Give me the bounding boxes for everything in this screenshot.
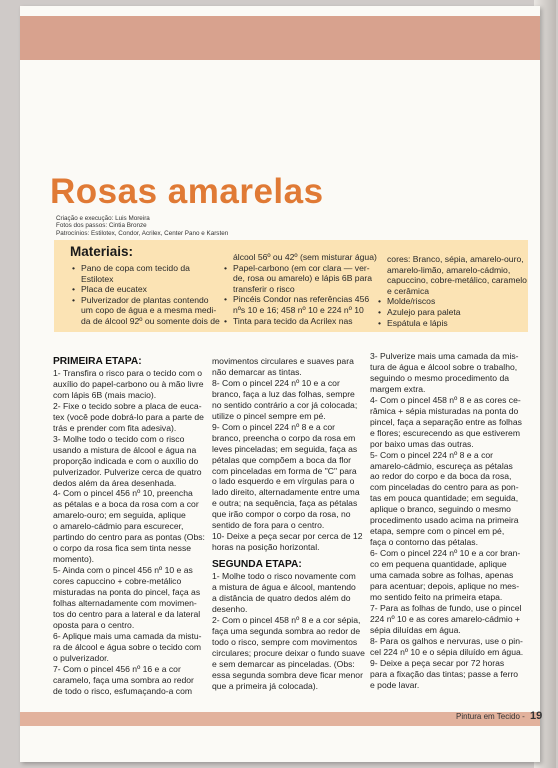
body-text-line: tas em pouca quantidade; em seguida,	[370, 493, 519, 504]
materials-item-continued: e cerâmica	[387, 285, 430, 296]
materials-item: • Pulverizador de plantas contendo	[72, 295, 222, 306]
body-text-line: com pinceladas do centro para as pon-	[370, 482, 519, 493]
body-text-line: 7- Para as folhas de fundo, use o pincel	[370, 602, 522, 613]
text-column-2	[212, 356, 372, 692]
text-column-3	[370, 351, 530, 691]
body-text-line: a mistura de água e álcool, mantendo	[212, 582, 356, 593]
materials-item-continued: capuccino, cobre-metálico, caramelo	[387, 275, 527, 286]
body-text-line: com pinceladas em forma de "C" para	[212, 465, 357, 476]
body-text-line: aplique o branco, seguindo o mesmo	[370, 504, 511, 515]
body-text-line: etapa, sempre com o pincel em pé,	[370, 526, 505, 537]
materials-item: • Espátula e lápis	[378, 318, 528, 329]
body-text-line: co em pequena quantidade, aplique	[370, 559, 507, 570]
body-text-line: tex (você pode dobrá-lo para a parte de	[53, 411, 204, 422]
body-text-line: que a primeira já colocada).	[212, 680, 319, 691]
body-text-line: e outra; na sequência, faça as pétalas	[212, 498, 358, 509]
body-text-line: folhas alternadamente com movimen-	[53, 598, 197, 609]
body-text-line: que irão compor o corpo da rosa, no	[212, 509, 351, 520]
body-text-line: 7- Com o pincel 456 nº 16 e a cor	[53, 663, 181, 674]
column-2-body-b	[212, 571, 372, 691]
body-text-line: leves pinceladas; em seguida, faça as	[212, 443, 358, 454]
body-text-line: procedimento usado acima na primeira	[370, 515, 519, 526]
materials-item: • Tinta para tecido da Acrilex nas	[224, 316, 384, 327]
body-text-line: e pode lavar.	[370, 679, 420, 690]
column-2-body-a	[212, 356, 372, 553]
materials-item-continued: Estilotex	[81, 273, 114, 284]
body-text-line: seguindo o mesmo procedimento da	[370, 372, 510, 383]
body-text-line: amarelo-ouro; em seguida, aplique	[53, 510, 186, 521]
magazine-page	[20, 6, 543, 762]
step2-heading: SEGUNDA ETAPA:	[212, 559, 302, 571]
top-color-band	[20, 16, 540, 60]
materials-item: • Pano de copa com tecido da	[72, 263, 222, 274]
body-text-line: 5- Com o pincel 224 nº 8 e a cor	[370, 449, 494, 460]
body-text-line: 6- Com o pincel 224 nº 10 e a cor bran-	[370, 548, 521, 559]
materials-item-continued: cores: Branco, sépia, amarelo-ouro,	[387, 254, 524, 264]
body-text-line: 5- Ainda com o pincel 456 nº 10 e as	[53, 565, 193, 576]
page-number: 19	[530, 710, 543, 722]
credit-line: Fotos dos passos: Cintia Bronze	[56, 222, 147, 230]
body-text-line: faça o contorno das pétalas.	[370, 537, 478, 548]
footer-separator: -	[522, 712, 525, 721]
body-text-line: momento).	[53, 554, 95, 565]
body-text-line: branco, preencha o corpo da rosa em	[212, 432, 356, 443]
text-column-1	[53, 356, 211, 697]
body-text-line: cores capuccino + cobre-metálico	[53, 576, 182, 587]
body-text-line: 8- Com o pincel 224 nº 10 e a cor	[212, 377, 340, 388]
page-footer	[456, 710, 542, 722]
body-text-line: 1- Transfira o risco para o tecido com o	[53, 368, 203, 378]
body-text-line: de todo o risco, esfumaçando-a com	[53, 685, 193, 696]
body-text-line: com lápis 6B (mais macio).	[53, 389, 157, 400]
body-text-line: e flores; escurecendo as que estiverem	[370, 427, 520, 438]
materials-item-continued: transferir o risco	[233, 283, 295, 294]
column-1-body	[53, 368, 211, 697]
body-text-line: utilize o pincel sempre em pé.	[212, 410, 326, 421]
materials-column-3	[378, 254, 528, 328]
materials-item: • Papel-carbono (em cor clara — ver-	[224, 263, 384, 274]
body-text-line: uma camada sobre as folhas, apenas	[370, 570, 514, 581]
body-text-line: 2- Com o pincel 458 nº 8 e a cor sépia,	[212, 614, 361, 625]
page-title: Rosas amarelas	[50, 172, 324, 211]
body-text-line: tos do centro para a lateral e da lateral	[53, 608, 201, 619]
body-text-line: o amarelo-cádmio para escurecer,	[53, 521, 184, 532]
body-text-line: sépia diluídas em água.	[370, 624, 461, 635]
body-text-line: 224 nº 10 e as cores amarelo-cádmio +	[370, 613, 521, 624]
body-text-line: 10- Deixe a peça secar por cerca de 12	[212, 531, 363, 542]
body-text-line: sentido de fora para o centro.	[212, 520, 325, 531]
body-text-line: faça uma segunda sombra ao redor de	[212, 625, 361, 636]
credit-line: Criação e execução: Luis Moreira	[56, 215, 150, 222]
materials-item: • Pincéis Condor nas referências 456	[224, 294, 384, 305]
body-text-line: circulares; procure deixar o fundo suave	[212, 647, 365, 658]
body-text-line: pincel, faça a separação entre as folhas	[370, 416, 522, 427]
body-text-line: oposta para o centro.	[53, 619, 135, 630]
body-text-line: para acentuar; depois, aplique no mes-	[370, 581, 520, 592]
body-text-line: para a fixação das tintas; passe a ferro	[370, 668, 519, 679]
body-text-line: pulverizador. Pulverize cerca de quatro	[53, 466, 202, 477]
body-text-line: 3- Pulverize mais uma camada da mis-	[370, 351, 519, 361]
body-text-line: pétalas que compõem a boca da flor	[212, 454, 352, 465]
body-text-line: 4- Com o pincel 458 nº 8 e as cores ce-	[370, 394, 521, 405]
body-text-line: 6- Aplique mais uma camada da mistu-	[53, 630, 202, 641]
body-text-line: não demarcar as tintas.	[212, 366, 302, 377]
body-text-line: 8- Para os galhos e nervuras, use o pin-	[370, 635, 523, 646]
body-text-line: margem extra.	[370, 383, 426, 394]
body-text-line: a distância de quatro dedos além do	[212, 593, 351, 604]
body-text-line: o corpo da rosa fica sem tinta nesse	[53, 543, 192, 554]
credits	[56, 215, 476, 237]
body-text-line: o lado esquerdo e em vírgulas para o	[212, 476, 355, 487]
body-text-line: essa segunda sombra deve ficar menor	[212, 669, 363, 680]
body-text-line: no sentido contrário a cor já colocada;	[212, 399, 358, 410]
body-text-line: e sem demarcar as pinceladas. (Obs:	[212, 658, 355, 669]
footer-label: Pintura em Tecido	[456, 712, 520, 721]
materials-item-continued: da de álcool 92º ou somente dois de	[81, 315, 220, 326]
body-text-line: mo sentido feito na primeira etapa.	[370, 591, 503, 602]
body-text-line: misturadas na ponta do pincel, faça as	[53, 587, 201, 598]
body-text-line: usando a mistura de álcool e água na	[53, 444, 197, 455]
materials-item: • Molde/riscos	[378, 296, 528, 307]
materials-heading: Materiais:	[70, 244, 134, 259]
body-text-line: râmica + sépia misturadas na ponta do	[370, 405, 519, 416]
credit-line: Patrocínios: Estilotex, Condor, Acrilex, Center Pano e Karsten	[56, 229, 229, 237]
body-text-line: desenho.	[212, 604, 248, 615]
body-text-line: 2- Fixe o tecido sobre a placa de euca-	[53, 400, 202, 411]
materials-column-1	[72, 263, 222, 327]
body-text-line: ra de álcool e água sobre o tecido com	[53, 641, 202, 652]
column-3-body	[370, 351, 530, 691]
body-text-line: 9- Deixe a peça secar por 72 horas	[370, 657, 505, 668]
body-text-line: auxílio do papel-carbono ou à mão livre	[53, 378, 204, 389]
body-text-line: tura de água e álcool sobre o trabalho,	[370, 361, 518, 372]
body-text-line: proporção indicada e com o auxílio do	[53, 455, 199, 466]
body-text-line: partindo do centro para as pontas (Obs:	[53, 532, 205, 543]
body-text-line: trás e prender com fita adesiva).	[53, 422, 177, 433]
body-text-line: o pulverizador.	[53, 652, 109, 663]
body-text-line: 4- Com o pincel 456 nº 10, preencha	[53, 488, 193, 499]
body-text-line: 9- Com o pincel 224 nº 8 e a cor	[212, 421, 336, 432]
materials-box	[54, 240, 528, 332]
body-text-line: por baixo umas das outras.	[370, 438, 474, 449]
materials-item-continued: um copo de água e a mesma medi-	[81, 305, 217, 316]
body-text-line: 1- Molhe todo o risco novamente com	[212, 571, 356, 582]
body-text-line: todo o risco, sempre com movimentos	[212, 636, 358, 647]
body-text-line: branco, faça a luz das folhas, sempre	[212, 388, 355, 399]
body-text-line: ao redor do corpo e da boca da rosa,	[370, 471, 512, 482]
body-text-line: caramelo, faça uma sombra ao redor	[53, 674, 194, 685]
step1-heading: PRIMEIRA ETAPA:	[53, 356, 142, 367]
body-text-line: cel 224 nº 10 e o sépia diluído em água.	[370, 646, 524, 657]
body-text-line: amarelo-cádmio, escureça as pétalas	[370, 460, 513, 471]
materials-item-continued: amarelo-limão, amarelo-cádmio,	[387, 264, 511, 275]
body-text-line: 3- Molhe todo o tecido com o risco	[53, 433, 185, 444]
materials-item-continued: nºs 10 e 16; 458 nº 10 e 224 nº 10	[233, 304, 364, 315]
body-text-line: movimentos circulares e suaves para	[212, 356, 354, 366]
materials-column-2	[224, 252, 384, 326]
materials-item-continued: de, rosa ou amarelo) e lápis 6B para	[233, 273, 373, 284]
materials-item: • Azulejo para paleta	[378, 307, 528, 318]
body-text-line: dedos além da área desenhada.	[53, 477, 177, 488]
body-text-line: as pétalas e a boca da rosa com a cor	[53, 499, 199, 510]
materials-item: • Placa de eucatex	[72, 284, 222, 295]
body-text-line: lado direito, alternadamente entre uma	[212, 487, 360, 498]
materials-item-continued: álcool 56º ou 42º (sem misturar água)	[233, 252, 377, 262]
body-text-line: horas na posição horizontal.	[212, 542, 320, 553]
